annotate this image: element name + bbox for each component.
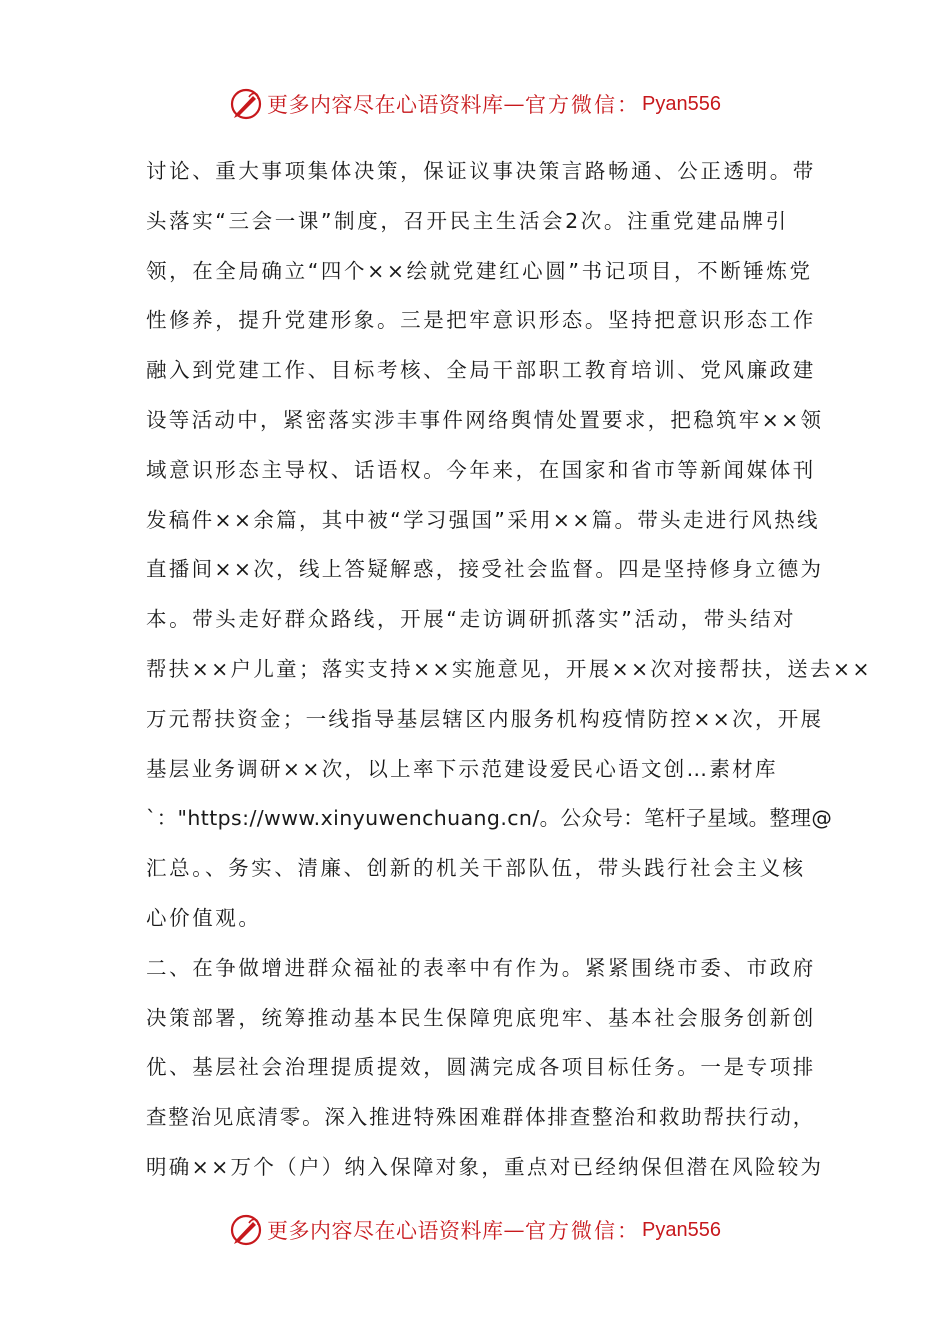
header-banner — [0, 84, 950, 124]
banner-dash: — — [503, 1218, 526, 1242]
text-line: 性修养，提升党建形象。三是把牢意识形态。坚持把意识形态工作 — [146, 308, 816, 333]
text-line: 融入到党建工作、目标考核、全局干部职工教育培训、党风廉政建 — [146, 358, 816, 383]
text-line: `："https://www.xinyuwenchuang.cn/。公众号：笔杆子星域。整理@ — [146, 806, 833, 831]
text-line: 帮扶××户儿童；落实支持××实施意见，开展××次对接帮扶，送去×× — [146, 656, 872, 681]
document-body — [146, 147, 872, 1193]
text-line: 万元帮扶资金；一线指导基层辖区内服务机构疫情防控××次，开展 — [146, 706, 824, 731]
banner-site-text: 更多内容尽在心语资料库 — [267, 93, 504, 117]
banner-wechat-id: Pyan556 — [642, 1218, 721, 1241]
pen-logo-icon — [229, 1213, 263, 1247]
banner-wechat-label: 官方微信： — [525, 93, 641, 117]
text-line: 心价值观。 — [146, 905, 262, 930]
footer-banner — [0, 1210, 950, 1250]
text-line: 域意识形态主导权、话语权。今年来，在国家和省市等新闻媒体刊 — [146, 457, 816, 482]
text-line: 明确××万个（户）纳入保障对象，重点对已经纳保但潜在风险较为 — [146, 1154, 824, 1179]
banner-dash: — — [503, 92, 526, 116]
banner-site-text: 更多内容尽在心语资料库 — [267, 1219, 504, 1243]
text-line: 本。带头走好群众路线，开展“走访调研抓落实”活动，带头结对 — [146, 607, 797, 632]
text-line: 头落实“三会一课”制度，召开民主生活会2次。注重党建品牌引 — [146, 208, 789, 233]
banner-wechat-id: Pyan556 — [642, 92, 721, 115]
text-line: 设等活动中，紧密落实涉丰事件网络舆情处置要求，把稳筑牢××领 — [146, 407, 824, 432]
text-line: 查整治见底清零。深入推进特殊困难群体排查整治和救助帮扶行动， — [146, 1105, 815, 1130]
pen-logo-icon — [229, 87, 263, 121]
text-line: 发稿件××余篇，其中被“学习强国”采用××篇。带头走进行风热线 — [146, 507, 820, 532]
text-line: 领，在全局确立“四个××绘就党建红心圆”书记项目，不断锤炼党 — [146, 258, 813, 283]
text-line: 汇总。、务实、清廉、创新的机关干部队伍，带头践行社会主义核 — [146, 856, 806, 881]
text-line: 基层业务调研××次，以上率下示范建设爱民心语文创…素材库 — [146, 756, 778, 781]
banner-wechat-label: 官方微信： — [525, 1219, 641, 1243]
text-line: 讨论、重大事项集体决策，保证议事决策言路畅通、公正透明。带 — [146, 159, 816, 183]
text-line: 直播间××次，线上答疑解惑，接受社会监督。四是坚持修身立德为 — [146, 557, 824, 582]
text-line: 二、在争做增进群众福祉的表率中有作为。紧紧围绕市委、市政府 — [146, 955, 816, 980]
text-line: 优、基层社会治理提质提效，圆满完成各项目标任务。一是专项排 — [146, 1055, 816, 1080]
text-line: 决策部署，统筹推动基本民生保障兜底兜牢、基本社会服务创新创 — [146, 1005, 816, 1030]
